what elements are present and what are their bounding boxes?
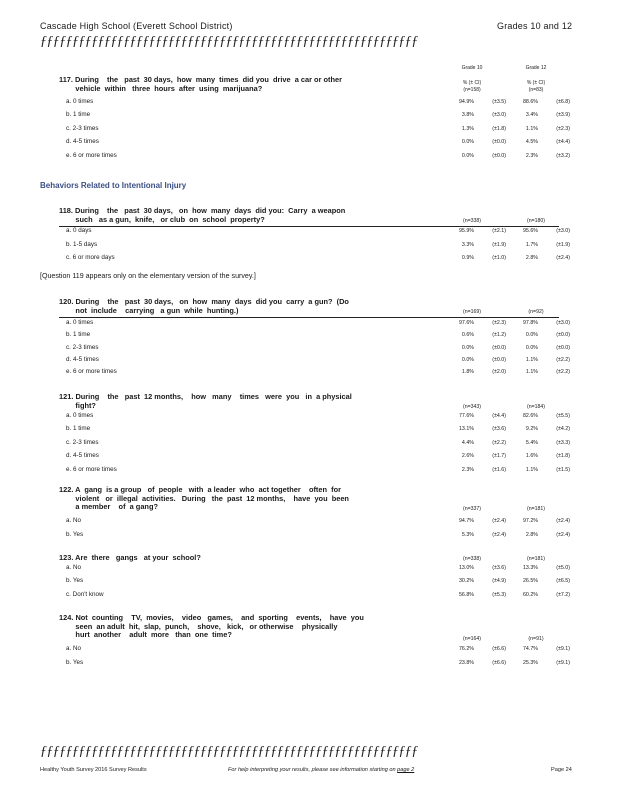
percent-value: 56.8% xyxy=(458,591,474,598)
col-grade12-header: Grade 12 xyxy=(525,65,547,71)
option-label: a. 0 days xyxy=(66,227,92,234)
confidence-interval: (±0.0) xyxy=(492,356,506,363)
confidence-interval: (±2.4) xyxy=(492,532,506,538)
col-grade10-pct-ci: % (± CI) xyxy=(462,80,482,86)
percent-value: 2.8% xyxy=(525,532,538,538)
option-label: a. 0 times xyxy=(66,319,94,326)
section-title: Behaviors Related to Intentional Injury xyxy=(40,181,187,190)
option-label: c. 2-3 times xyxy=(66,124,99,132)
percent-value: 74.7% xyxy=(522,646,538,652)
top-ornament-rule: ƒƒƒƒƒƒƒƒƒƒƒƒƒƒƒƒƒƒƒƒƒƒƒƒƒƒƒƒƒƒƒƒƒƒƒƒƒƒƒƒƒƒƒƒƒƒƒƒƒƒƒƒƒƒƒƒƒƒƒ xyxy=(40,34,418,49)
confidence-interval: (±7.2) xyxy=(556,591,570,598)
percent-value: 0.9% xyxy=(461,255,474,262)
option-label: a. No xyxy=(66,645,82,652)
percent-value: 13.1% xyxy=(458,426,474,433)
confidence-interval: (±1.6) xyxy=(492,466,506,473)
option-label: c. 6 or more days xyxy=(66,254,115,262)
q123-n10: (n=338) xyxy=(462,556,482,562)
percent-value: 30.2% xyxy=(458,578,474,585)
confidence-interval: (±2.3) xyxy=(492,320,506,326)
option-label: e. 6 or more times xyxy=(66,151,117,159)
percent-value: 25.3% xyxy=(522,659,538,666)
q120-n12: (n=92) xyxy=(528,309,544,315)
confidence-interval: (±5.0) xyxy=(556,565,570,571)
percent-value: 26.5% xyxy=(522,578,538,585)
option-label: d. 4-5 times xyxy=(66,355,99,363)
percent-value: 94.9% xyxy=(458,99,474,105)
percent-value: 1.1% xyxy=(525,369,538,376)
q124-n10: (n=164) xyxy=(462,636,482,642)
percent-value: 13.3% xyxy=(522,565,538,571)
q118-n12: (n=180) xyxy=(526,218,546,224)
percent-value: 97.6% xyxy=(458,320,474,326)
confidence-interval: (±2.4) xyxy=(556,518,570,524)
confidence-interval: (±1.0) xyxy=(492,255,506,262)
percent-value: 0.0% xyxy=(525,344,538,351)
percent-value: 94.7% xyxy=(458,518,474,524)
confidence-interval: (±5.5) xyxy=(556,413,570,419)
question-120: 120. During the past 30 days, on how many days did you carry a gun? (Do not include carrying a gun while hunting.) xyxy=(59,297,349,315)
option-label: d. 4-5 times xyxy=(66,138,99,146)
confidence-interval: (±5.3) xyxy=(492,591,506,598)
percent-value: 60.2% xyxy=(522,591,538,598)
confidence-interval: (±2.4) xyxy=(556,532,570,538)
percent-value: 3.3% xyxy=(461,241,474,248)
grades-label: Grades 10 and 12 xyxy=(497,21,573,31)
confidence-interval: (±3.5) xyxy=(492,99,506,105)
confidence-interval: (±6.6) xyxy=(492,646,506,652)
percent-value: 0.0% xyxy=(461,356,474,363)
confidence-interval: (±2.2) xyxy=(492,439,506,446)
percent-value: 95.6% xyxy=(522,228,538,234)
footer-help-text xyxy=(228,767,414,773)
footer-page-number: Page 24 xyxy=(551,767,572,773)
option-label: b. 1 time xyxy=(66,331,91,339)
confidence-interval: (±2.2) xyxy=(556,356,570,363)
q122-n10: (n=337) xyxy=(462,506,482,512)
confidence-interval: (±2.4) xyxy=(556,255,570,262)
confidence-interval: (±3.0) xyxy=(492,112,506,119)
percent-value: 3.8% xyxy=(461,112,474,119)
question-118: 118. During the past 30 days, on how many days did you: Carry a weapon such as a gun, knife, or club on school property? xyxy=(59,206,346,224)
percent-value: 1.1% xyxy=(525,466,538,473)
bottom-ornament-rule: ƒƒƒƒƒƒƒƒƒƒƒƒƒƒƒƒƒƒƒƒƒƒƒƒƒƒƒƒƒƒƒƒƒƒƒƒƒƒƒƒƒƒƒƒƒƒƒƒƒƒƒƒƒƒƒƒƒƒƒ xyxy=(40,744,418,759)
footer-help-page-link[interactable]: page 2 xyxy=(397,767,415,773)
confidence-interval: (±6.6) xyxy=(492,659,506,666)
question-124: 124. Not counting TV, movies, video games, and sporting events, have you seen an adult hit, slap, punch, shove, kick, or otherwise physically hurt another adult more than one time? xyxy=(59,613,364,640)
question-117: 117. During the past 30 days, how many times did you drive a car or other vehicle within three hours after using marijuana? xyxy=(59,75,342,93)
confidence-interval: (±1.7) xyxy=(492,453,506,460)
confidence-interval: (±1.9) xyxy=(492,241,506,248)
option-label: c. 2-3 times xyxy=(66,438,99,446)
q121-n12: (n=184) xyxy=(526,404,546,410)
option-label: b. 1 time xyxy=(66,111,91,119)
percent-value: 76.2% xyxy=(458,646,474,652)
percent-value: 95.9% xyxy=(458,228,474,234)
option-label: a. No xyxy=(66,564,82,571)
option-label: b. Yes xyxy=(66,658,84,666)
percent-value: 0.6% xyxy=(461,332,474,339)
q121-n10: (n=343) xyxy=(462,404,482,410)
confidence-interval: (±3.6) xyxy=(492,565,506,571)
option-label: e. 6 or more times xyxy=(66,465,117,473)
option-label: c. Don't know xyxy=(66,590,104,598)
option-label: e. 6 or more times xyxy=(66,368,117,376)
q124-n12: (n=91) xyxy=(528,636,544,642)
confidence-interval: (±3.2) xyxy=(556,152,570,159)
percent-value: 3.4% xyxy=(525,112,538,119)
q118-rule xyxy=(59,226,559,227)
col-grade12-n: (n=83) xyxy=(528,87,544,93)
percent-value: 2.8% xyxy=(525,255,538,262)
percent-value: 5.4% xyxy=(525,439,538,446)
confidence-interval: (±4.4) xyxy=(556,139,570,146)
percent-value: 13.0% xyxy=(458,565,474,571)
option-label: a. 0 times xyxy=(66,98,94,105)
confidence-interval: (±1.5) xyxy=(556,466,570,473)
percent-value: 2.6% xyxy=(461,453,474,460)
percent-value: 1.1% xyxy=(525,356,538,363)
confidence-interval: (±3.0) xyxy=(556,320,570,326)
confidence-interval: (±1.8) xyxy=(556,453,570,460)
confidence-interval: (±2.4) xyxy=(492,518,506,524)
confidence-interval: (±1.8) xyxy=(492,125,506,132)
confidence-interval: (±2.2) xyxy=(556,369,570,376)
percent-value: 0.0% xyxy=(525,332,538,339)
option-label: d. 4-5 times xyxy=(66,452,99,460)
percent-value: 9.2% xyxy=(525,426,538,433)
percent-value: 4.5% xyxy=(525,139,538,146)
confidence-interval: (±9.1) xyxy=(556,646,570,652)
col-grade10-header: Grade 10 xyxy=(461,65,483,71)
confidence-interval: (±0.0) xyxy=(556,344,570,351)
percent-value: 88.6% xyxy=(522,99,538,105)
percent-value: 82.6% xyxy=(522,413,538,419)
percent-value: 97.8% xyxy=(522,320,538,326)
option-label: b. Yes xyxy=(66,531,84,538)
footer-survey-name: Healthy Youth Survey 2016 Survey Results xyxy=(40,767,147,773)
confidence-interval: (±4.4) xyxy=(492,413,506,419)
option-label: b. 1-5 days xyxy=(66,240,98,248)
q120-rule xyxy=(59,317,559,318)
q118-n10: (n=338) xyxy=(462,218,482,224)
confidence-interval: (±6.8) xyxy=(556,99,570,105)
percent-value: 77.6% xyxy=(458,413,474,419)
confidence-interval: (±3.6) xyxy=(492,426,506,433)
percent-value: 0.0% xyxy=(461,152,474,159)
percent-value: 97.2% xyxy=(522,518,538,524)
footer-help-prefix: For help interpreting your results, please see information starting on xyxy=(228,767,396,773)
option-label: a. 0 times xyxy=(66,412,94,419)
col-grade12-pct-ci: % (± CI) xyxy=(526,80,546,86)
question-123: 123. Are there gangs at your school? xyxy=(59,553,201,562)
confidence-interval: (±3.9) xyxy=(556,112,570,119)
confidence-interval: (±3.3) xyxy=(556,439,570,446)
percent-value: 23.8% xyxy=(458,659,474,666)
confidence-interval: (±3.0) xyxy=(556,228,570,234)
percent-value: 1.8% xyxy=(461,369,474,376)
note-question-119: [Question 119 appears only on the elementary version of the survey.] xyxy=(40,272,256,280)
option-label: b. 1 time xyxy=(66,425,91,433)
option-label: c. 2-3 times xyxy=(66,343,99,351)
option-label: a. No xyxy=(66,517,82,524)
confidence-interval: (±2.3) xyxy=(556,125,570,132)
q123-n12: (n=181) xyxy=(526,556,546,562)
percent-value: 0.0% xyxy=(461,344,474,351)
percent-value: 1.7% xyxy=(525,241,538,248)
confidence-interval: (±6.5) xyxy=(556,578,570,585)
question-122: 122. A gang is a group of people with a leader who act together often for violent or illegal activities. During the past 12 months, have you been a member of a gang? xyxy=(59,485,349,512)
q120-n10: (n=169) xyxy=(462,309,482,315)
percent-value: 1.3% xyxy=(461,125,474,132)
confidence-interval: (±0.0) xyxy=(492,139,506,146)
col-grade10-n: (n=158) xyxy=(463,87,481,93)
confidence-interval: (±1.9) xyxy=(556,241,570,248)
percent-value: 5.3% xyxy=(461,532,474,538)
percent-value: 2.3% xyxy=(525,152,538,159)
percent-value: 1.6% xyxy=(525,453,538,460)
percent-value: 2.3% xyxy=(461,466,474,473)
confidence-interval: (±4.2) xyxy=(556,426,570,433)
confidence-interval: (±2.1) xyxy=(492,228,506,234)
confidence-interval: (±0.0) xyxy=(492,344,506,351)
percent-value: 4.4% xyxy=(461,439,474,446)
option-label: b. Yes xyxy=(66,577,84,585)
percent-value: 1.1% xyxy=(525,125,538,132)
confidence-interval: (±4.9) xyxy=(492,578,506,585)
confidence-interval: (±2.0) xyxy=(492,369,506,376)
q122-n12: (n=181) xyxy=(526,506,546,512)
confidence-interval: (±1.2) xyxy=(492,332,506,339)
school-name: Cascade High School (Everett School District) xyxy=(40,21,233,31)
question-121: 121. During the past 12 months, how many times were you in a physical fight? xyxy=(59,392,352,410)
percent-value: 0.0% xyxy=(461,139,474,146)
confidence-interval: (±0.0) xyxy=(556,332,570,339)
confidence-interval: (±9.1) xyxy=(556,659,570,666)
confidence-interval: (±0.0) xyxy=(492,152,506,159)
